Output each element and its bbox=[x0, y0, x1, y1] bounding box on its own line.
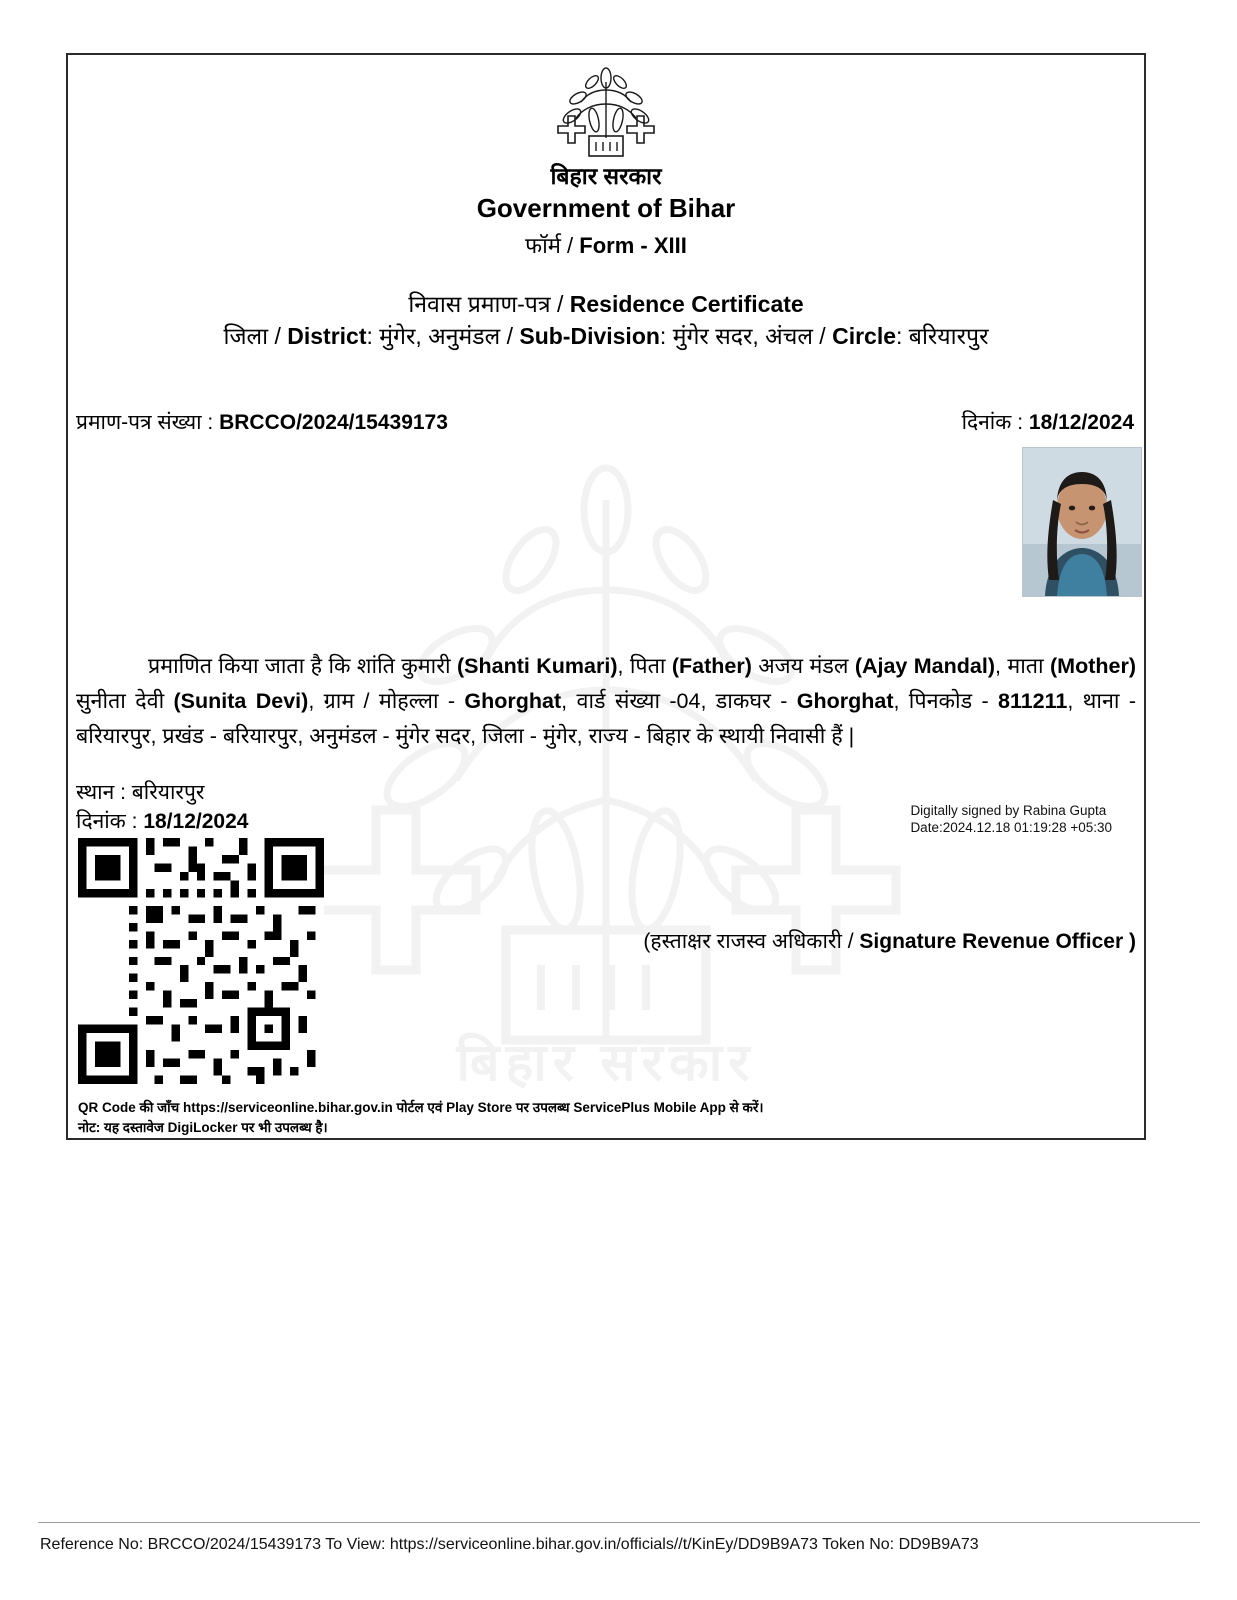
district-label-hindi: जिला / bbox=[223, 323, 281, 349]
body-part3: , माता bbox=[995, 654, 1050, 678]
issue-date-value: 18/12/2024 bbox=[143, 810, 249, 833]
certificate-title bbox=[68, 287, 1144, 319]
government-name-hindi: बिहार सरकार bbox=[550, 163, 662, 189]
digital-signature-block bbox=[910, 802, 1112, 836]
body-part7: , थाना - बरियारपुर, प्रखंड - बरियारपुर, अनुमंडल - मुंगेर सदर, जिला - मुंगेर, राज्य - बिहार के स्थायी निवासी हैं | bbox=[76, 689, 1137, 748]
body-post-office: Ghorghat bbox=[796, 689, 894, 713]
body-part2: , पिता bbox=[617, 654, 666, 678]
body-father-hindi: अजय मंडल bbox=[751, 654, 855, 678]
body-pincode: 811211 bbox=[997, 689, 1068, 713]
issue-date-label: दिनांक : bbox=[76, 810, 138, 833]
district-label-english: District bbox=[287, 323, 367, 349]
signature-label-hindi: (हस्ताक्षर राजस्व अधिकारी / bbox=[643, 930, 854, 953]
qr-verification-note: QR Code की जाँच https://serviceonline.bihar.gov.in पोर्टल एवं Play Store पर उपलब्ध ServicePlus Mobile App से करें। bbox=[78, 1100, 764, 1115]
signature-label-english: Signature Revenue Officer ) bbox=[859, 930, 1136, 953]
certificate-title-hindi: निवास प्रमाण-पत्र / bbox=[408, 291, 564, 317]
certificate-date-value: 18/12/2024 bbox=[1028, 411, 1134, 434]
certificate-number-value: BRCCO/2024/15439173 bbox=[219, 411, 448, 434]
body-mother-english: (Sunita Devi) bbox=[173, 689, 309, 713]
certificate-body-text bbox=[76, 649, 1136, 754]
body-father-english: (Ajay Mandal) bbox=[854, 654, 995, 678]
body-part1: प्रमाणित किया जाता है कि शांति कुमारी bbox=[148, 654, 451, 678]
body-part6: , पिनकोड - bbox=[893, 689, 998, 713]
certificate-frame bbox=[66, 53, 1146, 1140]
subdivision-label-english: Sub-Division bbox=[519, 323, 660, 349]
body-father-label: (Father) bbox=[671, 654, 752, 678]
body-part4: , ग्राम / मोहल्ला - bbox=[308, 689, 465, 713]
footer-reference: Reference No: BRCCO/2024/15439173 To View: https://serviceonline.bihar.gov.in/officials//t/KinEy/DD9B9A73 Token No: DD9B9A73 bbox=[40, 1536, 979, 1553]
body-mother-label: (Mother) bbox=[1050, 654, 1136, 678]
district-value: : मुंगेर, अनुमंडल / bbox=[366, 323, 513, 349]
body-applicant-name-en: (Shanti Kumari) bbox=[457, 654, 618, 678]
digital-signature-signer: Digitally signed by Rabina Gupta bbox=[910, 803, 1107, 818]
digilocker-note: नोट: यह दस्तावेज DigiLocker पर भी उपलब्ध है। bbox=[78, 1120, 328, 1135]
form-title-english: Form - XIII bbox=[579, 233, 687, 258]
form-title bbox=[68, 230, 1144, 260]
qr-code[interactable] bbox=[78, 838, 324, 1084]
form-title-hindi: फॉर्म / bbox=[525, 233, 574, 258]
certificate-number-label: प्रमाण-पत्र संख्या : bbox=[76, 411, 214, 434]
issue-place: स्थान : बरियारपुर bbox=[76, 781, 205, 804]
subdivision-value: : मुंगेर सदर, अंचल / bbox=[659, 323, 826, 349]
signature-label bbox=[643, 927, 1136, 955]
certificate-number-row bbox=[76, 408, 448, 436]
jurisdiction-line bbox=[68, 319, 1144, 351]
government-name-english: Government of Bihar bbox=[476, 193, 736, 223]
watermark-tree-emblem bbox=[256, 440, 956, 1090]
certificate-date-row bbox=[962, 408, 1134, 436]
applicant-photo bbox=[1022, 447, 1142, 597]
footer-divider bbox=[38, 1522, 1200, 1523]
body-village: Ghorghat bbox=[464, 689, 562, 713]
certificate-date-label: दिनांक : bbox=[961, 411, 1024, 434]
body-mother-hindi: सुनीता देवी bbox=[76, 689, 174, 713]
circle-label-english: Circle bbox=[832, 323, 897, 349]
watermark-text: बिहार सरकार bbox=[456, 1034, 756, 1092]
issue-date-row bbox=[76, 807, 248, 835]
certificate-title-english: Residence Certificate bbox=[569, 291, 804, 317]
body-part5: , वार्ड संख्या -04, डाकघर - bbox=[561, 689, 797, 713]
digital-signature-date: Date:2024.12.18 01:19:28 +05:30 bbox=[910, 820, 1112, 835]
circle-value: : बरियारपुर bbox=[896, 323, 989, 349]
bihar-emblem-icon bbox=[548, 64, 664, 160]
